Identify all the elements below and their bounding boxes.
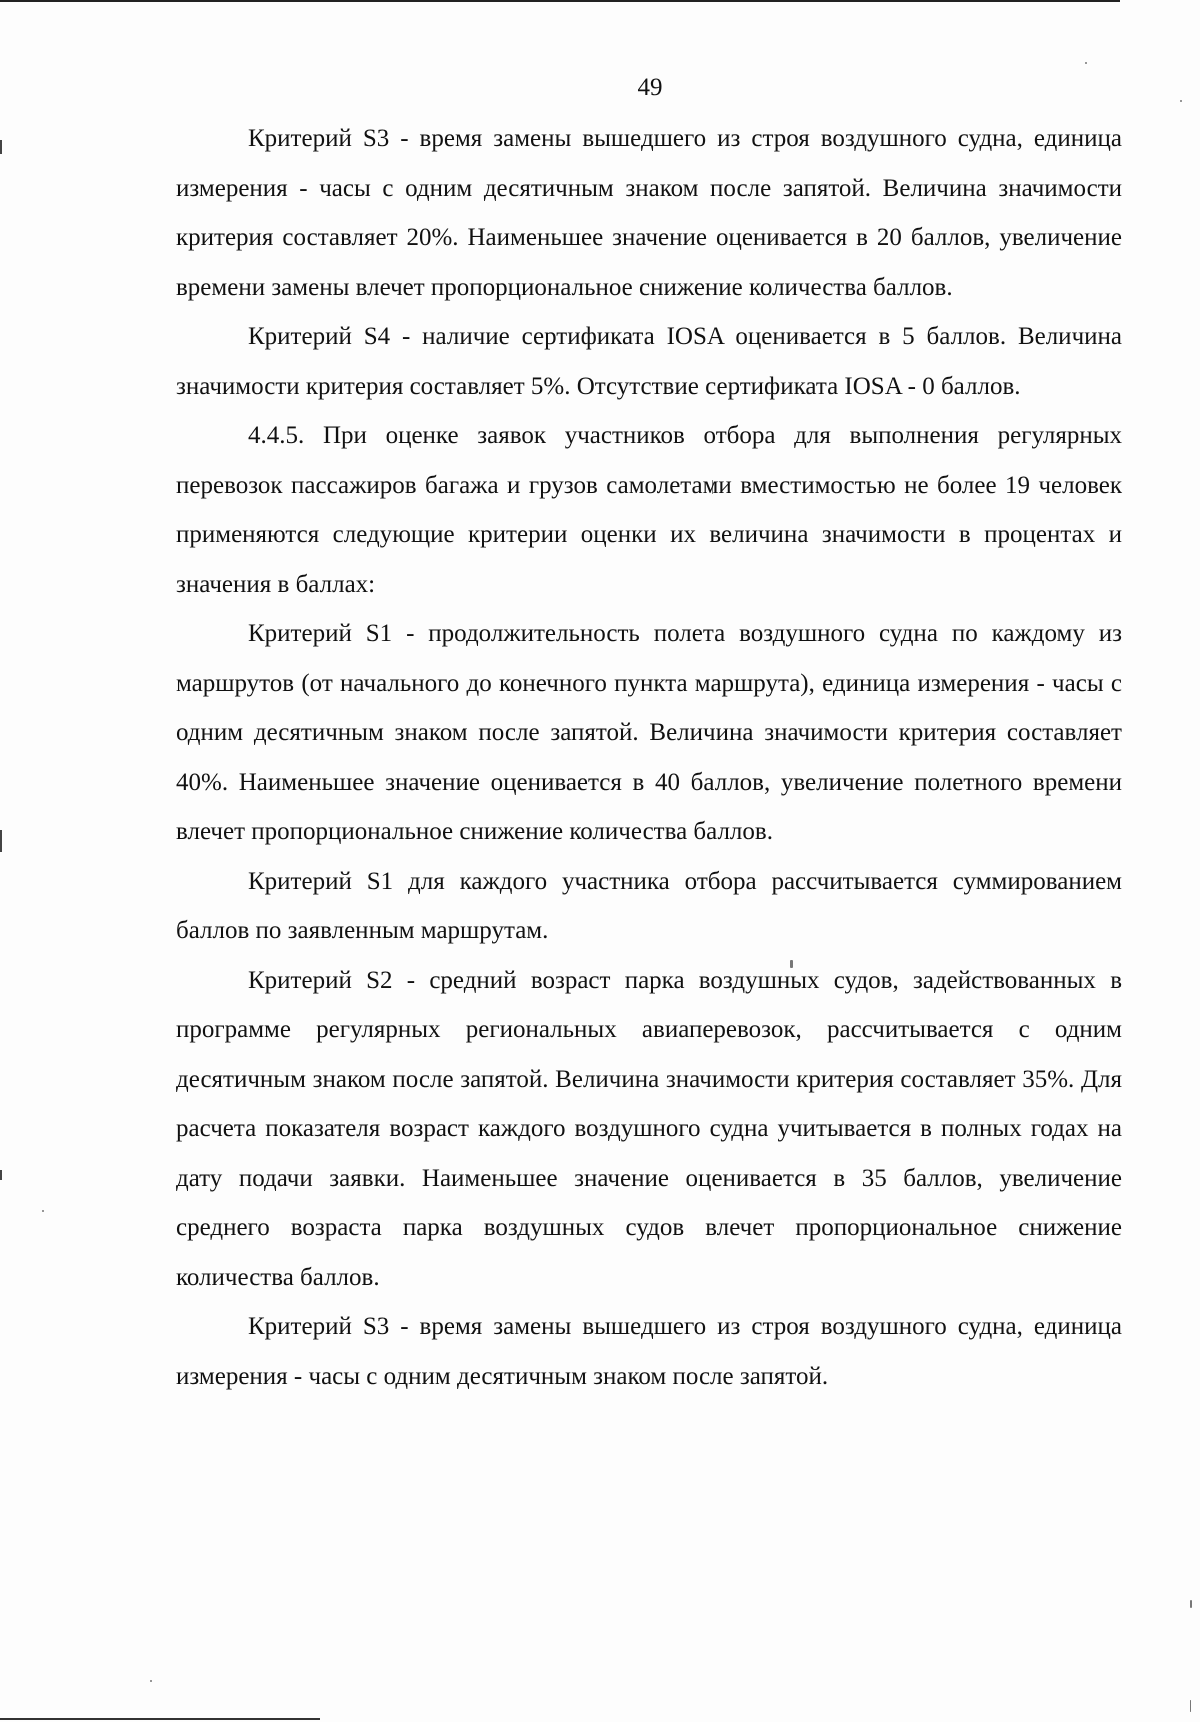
paragraph-section-4-4-5: 4.4.5. При оценке заявок участников отбора для выполнения регулярных перевозок пассажиров багажа и грузов самолетами вместимостью не более 19 человек применяются следующие критерии оценки их величина значимости в процентах и значения в баллах: bbox=[176, 422, 1122, 598]
scan-edge-top bbox=[0, 0, 1120, 2]
scan-speck bbox=[1180, 100, 1182, 102]
scan-mark bbox=[0, 140, 2, 154]
paragraph-criterion-s1: Критерий S1 - продолжительность полета воздушного судна по каждому из маршрутов (от начального до конечного пункта маршрута), единица измерения - часы с одним десятичным знаком после запятой. Величина значимости критерия составляет 40%. Наименьшее значение оценивается в 40 баллов, увеличение полетного времени влечет пропорциональное снижение количества баллов. bbox=[176, 620, 1122, 845]
document-body bbox=[176, 114, 1122, 1401]
scan-mark bbox=[0, 1170, 2, 1180]
page-number: 49 bbox=[637, 74, 663, 101]
paragraph-criterion-s1-sum: Критерий S1 для каждого участника отбора рассчитывается суммированием баллов по заявленным маршрутам. bbox=[176, 867, 1122, 944]
scan-speck bbox=[1190, 1600, 1192, 1608]
paragraph-criterion-s2: Критерий S2 - средний возраст парка воздушных судов, задействованных в программе регулярных региональных авиаперевозок, рассчитывается с одним десятичным знаком после запятой. Величина значимости критерия составляет 35%. Для расчета показателя возраст каждого воздушного судна учитывается в полных годах на дату подачи заявки. Наименьшее значение оценивается в 35 баллов, увеличение среднего возраста парка воздушных судов влечет пропорциональное снижение количества баллов. bbox=[176, 966, 1122, 1291]
scan-mark bbox=[0, 830, 2, 852]
scan-speck bbox=[1190, 1700, 1191, 1712]
scan-speck bbox=[150, 1680, 152, 1682]
paragraph-criterion-s3-repeat: Критерий S3 - время замены вышедшего из строя воздушного судна, единица измерения - часы с одним десятичным знаком после запятой. bbox=[176, 1313, 1122, 1390]
scan-edge-bottom bbox=[0, 1718, 320, 1720]
paragraph-criterion-s4: Критерий S4 - наличие сертификата IOSA оценивается в 5 баллов. Величина значимости критерия составляет 5%. Отсутствие сертификата IOSA - 0 баллов. bbox=[176, 323, 1122, 400]
scan-speck bbox=[1085, 62, 1087, 64]
paragraph-criterion-s3: Критерий S3 - время замены вышедшего из строя воздушного судна, единица измерения - часы с одним десятичным знаком после запятой. Величина значимости критерия составляет 20%. Наименьшее значение оценивается в 20 баллов, увеличение времени замены влечет пропорциональное снижение количества баллов. bbox=[176, 125, 1122, 301]
scan-speck bbox=[42, 1210, 44, 1212]
